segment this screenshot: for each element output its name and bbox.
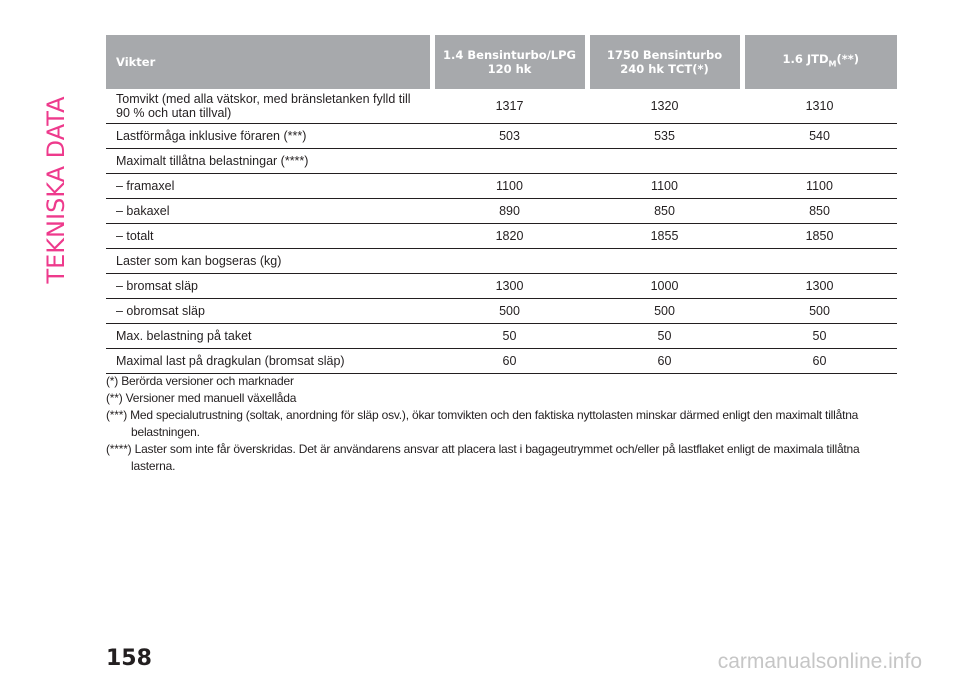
header-engine-3 [742,35,897,89]
table-header-row [106,35,897,89]
table-row [106,149,897,174]
row-label: – framaxel [106,174,432,199]
row-label: – obromsat släp [106,299,432,324]
header-engine-3-sub: M [828,59,837,69]
table-row [106,299,897,324]
header-engine-3-main: 1.6 JTD [782,52,829,67]
footnote-1: (*) Berörda versioner och marknader [106,374,294,388]
table-row [106,274,897,299]
row-label: Maximal last på dragkulan (bromsat släp) [106,349,432,374]
row-value-engine-3: 500 [742,299,897,324]
row-label: – bromsat släp [106,274,432,299]
row-label: Lastförmåga inklusive föraren (***) [106,124,432,149]
row-value-engine-3: 1310 [742,89,897,124]
footnote-4: (****) Laster som inte får överskridas. Det är användarens ansvar att placera last i bagageutrymmet och/eller på lastflaket enligt de maximala tillåtna lasterna. [106,442,860,473]
header-weights: Vikter [106,35,432,89]
row-value-engine-3: 1850 [742,224,897,249]
row-value-engine-1: 1300 [432,274,587,299]
row-label: – totalt [106,224,432,249]
table-row [106,174,897,199]
table-row [106,249,897,274]
table-row [106,124,897,149]
row-value-engine-1 [432,149,587,174]
row-value-engine-3: 1100 [742,174,897,199]
row-value-engine-1: 1317 [432,89,587,124]
row-value-engine-1: 500 [432,299,587,324]
table-row [106,224,897,249]
row-label: Maximalt tillåtna belastningar (****) [106,149,432,174]
row-label: Tomvikt (med alla vätskor, med bränsletanken fylld till 90 % och utan tillval) [106,89,432,124]
row-value-engine-2: 50 [587,324,742,349]
row-value-engine-1 [432,249,587,274]
row-value-engine-3: 60 [742,349,897,374]
row-value-engine-3: 540 [742,124,897,149]
row-label: – bakaxel [106,199,432,224]
row-label: Laster som kan bogseras (kg) [106,249,432,274]
page-number: 158 [106,646,152,671]
row-value-engine-2: 1000 [587,274,742,299]
row-value-engine-2: 850 [587,199,742,224]
footnote-2: (**) Versioner med manuell växellåda [106,391,297,405]
table-row [106,349,897,374]
header-engine-1: 1.4 Bensinturbo/LPG 120 hk [432,35,587,89]
row-value-engine-2: 1855 [587,224,742,249]
row-value-engine-2: 60 [587,349,742,374]
table-row [106,199,897,224]
row-value-engine-2: 500 [587,299,742,324]
row-value-engine-3: 850 [742,199,897,224]
row-value-engine-1: 60 [432,349,587,374]
footnote-3: (***) Med specialutrustning (soltak, anordning för släp osv.), ökar tomvikten och den faktiska nyttolasten minskar därmed enligt den maximalt tillåtna belastningen. [106,408,859,439]
row-value-engine-1: 1100 [432,174,587,199]
table-row [106,324,897,349]
row-value-engine-3: 50 [742,324,897,349]
row-value-engine-2: 1320 [587,89,742,124]
row-value-engine-2 [587,249,742,274]
row-value-engine-1: 50 [432,324,587,349]
row-value-engine-1: 890 [432,199,587,224]
row-value-engine-2: 1100 [587,174,742,199]
row-value-engine-3: 1300 [742,274,897,299]
header-engine-3-suffix: (**) [836,52,860,67]
row-value-engine-1: 503 [432,124,587,149]
row-value-engine-3 [742,249,897,274]
section-title-text: TEKNISKA DATA [42,96,70,284]
footnotes [106,373,897,475]
row-value-engine-2 [587,149,742,174]
table-row [106,89,897,124]
row-value-engine-1: 1820 [432,224,587,249]
row-value-engine-2: 535 [587,124,742,149]
watermark: carmanualsonline.info [717,650,922,673]
header-engine-2: 1750 Bensinturbo 240 hk TCT(*) [587,35,742,89]
row-label: Max. belastning på taket [106,324,432,349]
weights-table [106,35,897,374]
row-value-engine-3 [742,149,897,174]
